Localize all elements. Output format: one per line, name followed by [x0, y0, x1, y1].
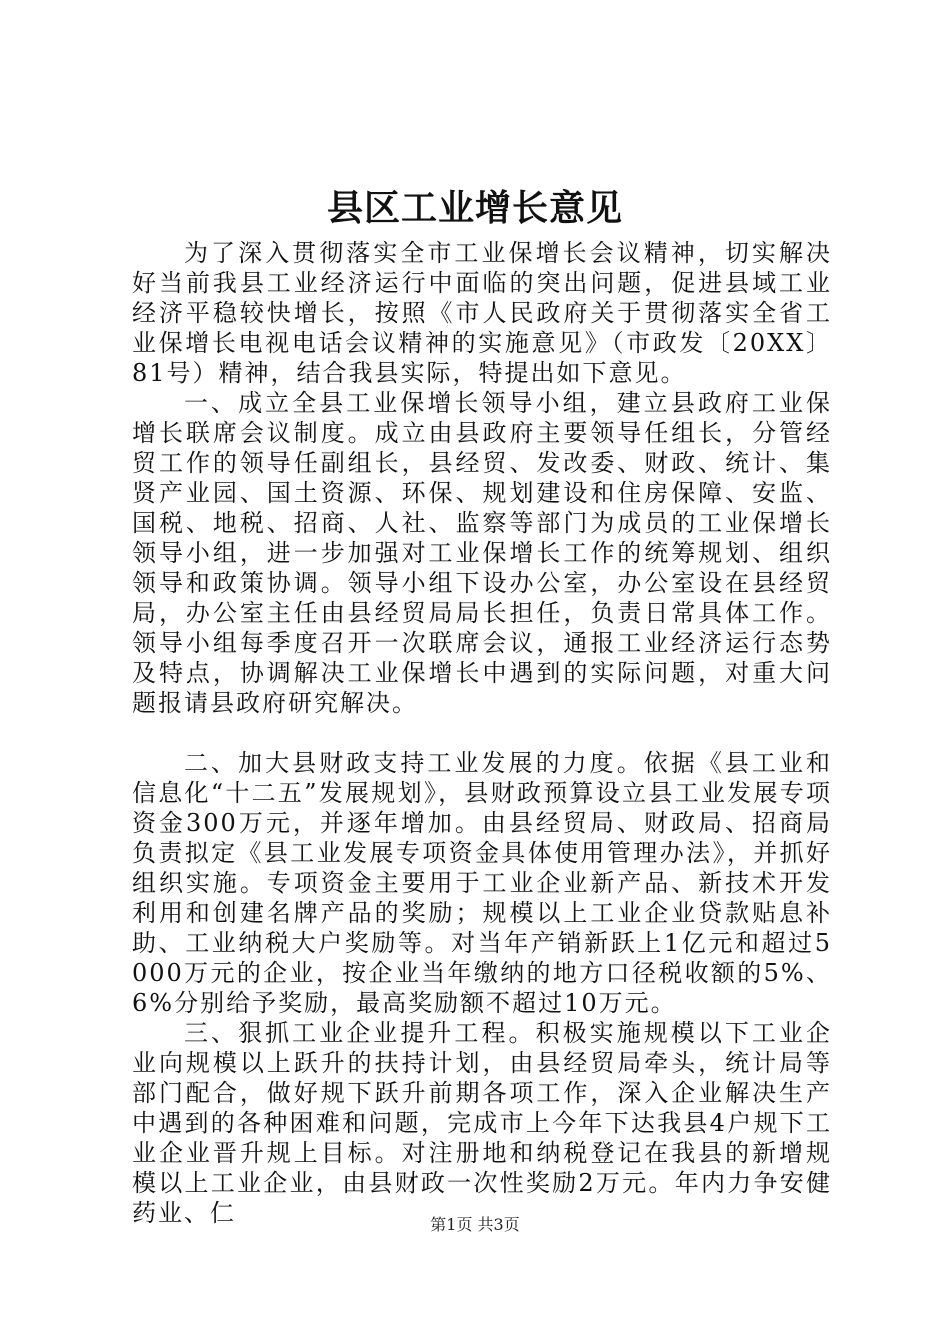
- page-footer: [0, 1215, 950, 1235]
- paragraph-section-2: 二、加大县财政支持工业发展的力度。依据《县工业和信息化“十二五”发展规划》，县财政预算设立县工业发展专项资金300万元，并逐年增加。由县经贸局、财政局、招商局负责拟定《县工业发展专项资金具体使用管理办法》，并抓好组织实施。专项资金主要用于工业企业新产品、新技术开发利用和创建名牌产品的奖励；规模以上工业企业贷款贴息补助、工业纳税大户奖励等。对当年产销新跃上1亿元和超过5000万元的企业，按企业当年缴纳的地方口径税收额的5%、6%分别给予奖励，最高奖励额不超过10万元。: [132, 749, 832, 1017]
- page-number-indicator: 第1页 共3页: [430, 1215, 520, 1234]
- paragraph-section-1: 一、成立全县工业保增长领导小组，建立县政府工业保增长联席会议制度。成立由县政府主要领导任组长，分管经贸工作的领导任副组长，县经贸、发改委、财政、统计、集贤产业园、国土资源、环保、规划建设和住房保障、安监、国税、地税、招商、人社、监察等部门为成员的工业保增长领导小组，进一步加强对工业保增长工作的统筹规划、组织领导和政策协调。领导小组下设办公室，办公室设在县经贸局，办公室主任由县经贸局局长担任，负责日常具体工作。领导小组每季度召开一次联席会议，通报工业经济运行态势及特点，协调解决工业保增长中遇到的实际问题，对重大问题报请县政府研究解决。: [132, 389, 832, 717]
- document-title: 县区工业增长意见: [326, 187, 623, 229]
- paragraph-intro: 为了深入贯彻落实全市工业保增长会议精神，切实解决好当前我县工业经济运行中面临的突出问题，促进县域工业经济平稳较快增长，按照《市人民政府关于贯彻落实全省工业保增长电视电话会议精神的实施意见》（市政发〔20XX〕81号）精神，结合我县实际，特提出如下意见。: [132, 239, 832, 387]
- document-body: [132, 238, 832, 1228]
- paragraph-section-3: 三、狠抓工业企业提升工程。积极实施规模以下工业企业向规模以上跃升的扶持计划，由县经贸局牵头，统计局等部门配合，做好规下跃升前期各项工作，深入企业解决生产中遇到的各种困难和问题，完成市上今年下达我县4户规下工业企业晋升规上目标。对注册地和纳税登记在我县的新增规模以上工业企业，由县财政一次性奖励2万元。年内力争安健药业、仁: [132, 1019, 832, 1227]
